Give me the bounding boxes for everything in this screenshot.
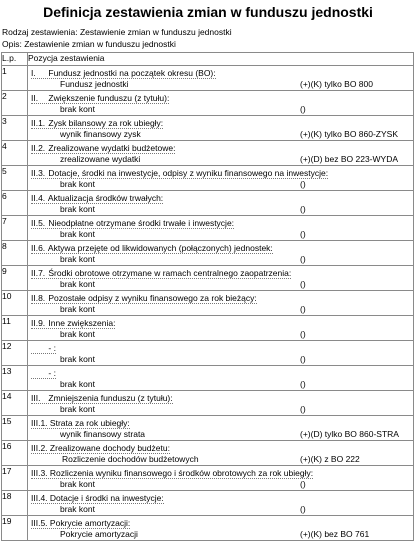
row-number: 6	[2, 191, 28, 216]
account-formula: ()	[300, 354, 306, 364]
section-heading	[31, 293, 257, 304]
position-cell	[28, 141, 414, 166]
section-heading	[31, 393, 173, 404]
table-row	[2, 441, 414, 466]
account-formula: ()	[300, 479, 306, 489]
table-body	[2, 66, 414, 541]
section-number: III.5.	[31, 518, 48, 528]
table-row	[2, 191, 414, 216]
account-name: brak kont	[60, 279, 95, 289]
position-cell	[28, 191, 414, 216]
section-number: II.5.	[31, 218, 46, 228]
account-formula: ()	[300, 104, 306, 114]
table-row	[2, 366, 414, 391]
account-name: brak kont	[60, 179, 95, 189]
section-number: III.3.	[31, 468, 48, 478]
section-label: - :	[48, 343, 56, 353]
table-row	[2, 466, 414, 491]
position-cell	[28, 441, 414, 466]
row-number: 2	[2, 91, 28, 116]
account-name: brak kont	[60, 254, 95, 264]
account-name: zrealizowane wydatki	[60, 154, 141, 164]
section-heading	[31, 118, 163, 129]
table-row	[2, 391, 414, 416]
account-name: brak kont	[60, 354, 95, 364]
position-cell	[28, 166, 414, 191]
section-label: Zwiększenie funduszu (z tytułu):	[48, 93, 170, 103]
section-number: II.3.	[31, 168, 46, 178]
position-cell	[28, 241, 414, 266]
position-cell	[28, 91, 414, 116]
position-cell	[28, 491, 414, 516]
section-number: II.1.	[31, 118, 46, 128]
section-heading	[31, 343, 56, 354]
section-heading	[31, 493, 164, 504]
account-formula: ()	[300, 254, 306, 264]
section-label: Nieodpłatne otrzymane środki trwałe i inwestycje:	[48, 218, 235, 228]
section-label: Rozliczenia wyniku finansowego i środków obrotowych za rok ubiegły:	[49, 468, 314, 478]
section-number: II.4.	[31, 193, 46, 203]
section-label: - :	[48, 368, 56, 378]
section-label: Środki obrotowe otrzymane w ramach centralnego zaopatrzenia:	[48, 268, 292, 278]
table-row	[2, 141, 414, 166]
position-cell	[28, 66, 414, 91]
position-cell	[28, 266, 414, 291]
account-formula: (+)(D) tylko BO 860-STRA	[300, 429, 399, 439]
account-name: brak kont	[60, 404, 95, 414]
section-heading	[31, 518, 130, 529]
account-formula: ()	[300, 204, 306, 214]
section-number: II.7.	[31, 268, 46, 278]
account-name: brak kont	[60, 329, 95, 339]
row-number: 15	[2, 416, 28, 441]
account-formula: ()	[300, 229, 306, 239]
section-heading	[31, 443, 170, 454]
section-label: Zrealizowane wydatki budżetowe:	[48, 143, 176, 153]
position-cell	[28, 416, 414, 441]
row-number: 5	[2, 166, 28, 191]
table-row	[2, 291, 414, 316]
section-number: II.6.	[31, 243, 46, 253]
position-cell	[28, 391, 414, 416]
section-heading	[31, 218, 234, 229]
row-number: 11	[2, 316, 28, 341]
table-row	[2, 91, 414, 116]
account-formula: ()	[300, 379, 306, 389]
table-row	[2, 516, 414, 541]
table-row	[2, 416, 414, 441]
account-name: brak kont	[60, 304, 95, 314]
row-number: 19	[2, 516, 28, 541]
position-cell	[28, 516, 414, 541]
table-row	[2, 266, 414, 291]
account-formula: ()	[300, 504, 306, 514]
row-number: 9	[2, 266, 28, 291]
section-label: Zysk bilansowy za rok ubiegły:	[48, 118, 164, 128]
table-row	[2, 316, 414, 341]
section-heading	[31, 368, 56, 379]
account-formula: (+)(K) tylko BO 800	[300, 79, 373, 89]
table-row	[2, 491, 414, 516]
section-label: Inne zwiększenia:	[48, 318, 116, 328]
section-heading	[31, 168, 328, 179]
section-heading	[31, 268, 291, 279]
table-row	[2, 166, 414, 191]
row-number: 3	[2, 116, 28, 141]
account-name: brak kont	[60, 504, 95, 514]
table-header-row	[2, 53, 414, 66]
row-number: 16	[2, 441, 28, 466]
position-cell	[28, 366, 414, 391]
section-number: III.4.	[31, 493, 48, 503]
section-number: III.1.	[31, 418, 48, 428]
row-number: 7	[2, 216, 28, 241]
row-number: 13	[2, 366, 28, 391]
row-number: 1	[2, 66, 28, 91]
section-label: Strata za rok ubiegły:	[49, 418, 130, 428]
position-cell	[28, 316, 414, 341]
section-number: III.	[31, 393, 41, 403]
table-row	[2, 66, 414, 91]
column-header-lp: L.p.	[2, 53, 28, 66]
section-label: Zrealizowane dochody budżetu:	[49, 443, 170, 453]
section-heading	[31, 143, 175, 154]
section-heading	[31, 93, 169, 104]
account-name: Fundusz jednostki	[60, 79, 129, 89]
row-number: 14	[2, 391, 28, 416]
account-formula: (+)(K) bez BO 761	[300, 529, 370, 539]
position-cell	[28, 341, 414, 366]
row-number: 12	[2, 341, 28, 366]
position-cell	[28, 466, 414, 491]
table-row	[2, 116, 414, 141]
column-header-position: Pozycja zestawienia	[28, 53, 414, 66]
report-description-line: Opis: Zestawienie zmian w funduszu jednostki	[2, 39, 176, 49]
section-number: III.2.	[31, 443, 48, 453]
section-heading	[31, 468, 313, 479]
row-number: 18	[2, 491, 28, 516]
account-name: brak kont	[60, 379, 95, 389]
row-number: 10	[2, 291, 28, 316]
account-name: brak kont	[60, 479, 95, 489]
account-name: wynik finansowy strata	[60, 429, 146, 439]
section-heading	[31, 68, 216, 79]
position-cell	[28, 291, 414, 316]
section-label: Fundusz jednostki na początek okresu (BO):	[48, 68, 216, 78]
row-number: 4	[2, 141, 28, 166]
row-number: 17	[2, 466, 28, 491]
account-formula: (+)(D) bez BO 223-WYDA	[300, 154, 399, 164]
section-label: Dotacje i środki na inwestycje:	[49, 493, 164, 503]
account-formula: ()	[300, 329, 306, 339]
section-heading	[31, 243, 273, 254]
definition-table	[1, 52, 414, 541]
position-cell	[28, 216, 414, 241]
page-title: Definicja zestawienia zmian w funduszu jednostki	[43, 4, 373, 20]
account-name: brak kont	[60, 229, 95, 239]
section-number: II.2.	[31, 143, 46, 153]
section-label: Pokrycie amortyzacji:	[49, 518, 131, 528]
account-name: Rozliczenie dochodów budżetowych	[62, 454, 199, 464]
table-row	[2, 216, 414, 241]
row-number: 8	[2, 241, 28, 266]
section-heading	[31, 418, 130, 429]
table-row	[2, 341, 414, 366]
section-number: II.9.	[31, 318, 46, 328]
account-name: brak kont	[60, 204, 95, 214]
section-label: Dotacje, środki na inwestycje, odpisy z wyniku finansowego na inwestycje:	[48, 168, 329, 178]
table-row	[2, 241, 414, 266]
section-label: Aktualizacja środków trwałych:	[47, 193, 164, 203]
account-formula: (+)(K) tylko BO 860-ZYSK	[300, 129, 399, 139]
account-formula: ()	[300, 404, 306, 414]
section-heading	[31, 318, 115, 329]
section-number: I.	[31, 68, 36, 78]
section-number: II.	[31, 93, 39, 103]
section-label: Pozostałe odpisy z wyniku finansowego za rok bieżący:	[48, 293, 257, 303]
report-type-line: Rodzaj zestawienia: Zestawienie zmian w funduszu jednostki	[2, 27, 232, 37]
account-formula: ()	[300, 279, 306, 289]
section-label: Aktywa przejęte od likwidowanych (połączonych) jednostek:	[47, 243, 273, 253]
account-formula: (+)(K) z BO 222	[300, 454, 360, 464]
position-cell	[28, 116, 414, 141]
account-formula: ()	[300, 179, 306, 189]
section-heading	[31, 193, 163, 204]
account-name: brak kont	[60, 104, 95, 114]
account-formula: ()	[300, 304, 306, 314]
account-name: Pokrycie amortyzacji	[60, 529, 138, 539]
section-label: Zmniejszenia funduszu (z tytułu):	[48, 393, 173, 403]
section-number: II.8.	[31, 293, 46, 303]
account-name: wynik finansowy zysk	[60, 129, 141, 139]
